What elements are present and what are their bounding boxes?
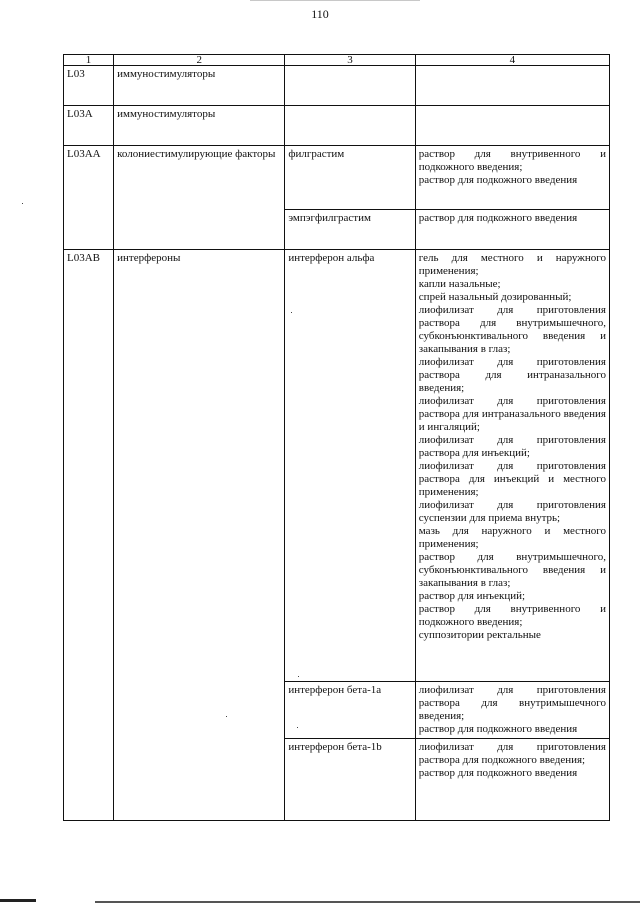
- scan-speck: [297, 727, 298, 728]
- substance-name: филграстим: [285, 146, 415, 210]
- dosage-forms: [415, 739, 609, 821]
- dosage-form: суппозитории ректальные: [418, 629, 541, 641]
- atc-code: L03AB: [64, 250, 114, 821]
- table-row: [64, 106, 610, 146]
- dosage-forms: [415, 682, 609, 739]
- group-name: иммуностимуляторы: [114, 106, 285, 146]
- scan-edge-mark: [95, 901, 640, 903]
- substance-name: [285, 66, 415, 106]
- dosage-form: мазь для наружного и местного применения;: [418, 525, 606, 550]
- substance-name: эмпэгфилграстим: [285, 210, 415, 250]
- dosage-form: лиофилизат для приготовления раствора для инъекций и местного применения;: [418, 460, 606, 498]
- drug-table: [63, 54, 610, 821]
- substance-name: интерферон бета-1b: [285, 739, 415, 821]
- dosage-form: спрей назальный дозированный;: [418, 291, 572, 303]
- scan-edge-mark: [0, 899, 36, 902]
- atc-code: L03A: [64, 106, 114, 146]
- dosage-form: раствор для инъекций;: [418, 590, 526, 602]
- group-name: иммуностимуляторы: [114, 66, 285, 106]
- dosage-form: лиофилизат для приготовления суспензии для приема внутрь;: [418, 499, 606, 524]
- atc-code: L03: [64, 66, 114, 106]
- dosage-form: капли назальные;: [418, 278, 501, 290]
- dosage-form: раствор для внутривенного и подкожного введения;: [418, 603, 606, 628]
- atc-code: L03AA: [64, 146, 114, 250]
- dosage-form: лиофилизат для приготовления раствора для интраназального введения и ингаляций;: [418, 395, 606, 433]
- header-row: [64, 55, 610, 66]
- group-name: колониестимулирующие факторы: [114, 146, 285, 250]
- scan-speck: [22, 203, 23, 204]
- dosage-forms: [415, 250, 609, 682]
- substance-name: интерферон альфа: [285, 250, 415, 682]
- table-row: [64, 250, 610, 682]
- dosage-form: раствор для внутримышечного, субконъюнктивального введения и закапывания в глаз;: [418, 551, 606, 589]
- page-number: 110: [311, 7, 329, 21]
- substance-name: [285, 106, 415, 146]
- dosage-forms: [415, 146, 609, 210]
- dosage-form: раствор для внутривенного и подкожного введения;: [418, 148, 606, 173]
- dosage-forms: [415, 210, 609, 250]
- dosage-form: лиофилизат для приготовления раствора для подкожного введения;: [418, 741, 606, 766]
- scan-speck: [226, 716, 227, 717]
- column-header: 4: [415, 55, 609, 66]
- dosage-form: гель для местного и наружного применения;: [418, 252, 606, 277]
- dosage-forms: [415, 106, 609, 146]
- substance-name: интерферон бета-1a: [285, 682, 415, 739]
- dosage-form: раствор для подкожного введения: [418, 723, 578, 735]
- table-row: [64, 146, 610, 210]
- table-row: [64, 66, 610, 106]
- dosage-form: лиофилизат для приготовления раствора для внутримышечного введения;: [418, 684, 606, 722]
- column-header: 2: [114, 55, 285, 66]
- top-rule: [250, 0, 420, 1]
- dosage-forms: [415, 66, 609, 106]
- group-name: интерфероны: [114, 250, 285, 821]
- dosage-form: раствор для подкожного введения: [418, 767, 578, 779]
- dosage-form: раствор для подкожного введения: [418, 174, 578, 186]
- column-header: 3: [285, 55, 415, 66]
- dosage-form: раствор для подкожного введения: [418, 212, 578, 224]
- scan-speck: [291, 312, 292, 313]
- dosage-form: лиофилизат для приготовления раствора для инъекций;: [418, 434, 606, 459]
- column-header: 1: [64, 55, 114, 66]
- dosage-form: лиофилизат для приготовления раствора для интраназального введения;: [418, 356, 606, 394]
- scan-speck: [298, 676, 299, 677]
- dosage-form: лиофилизат для приготовления раствора для внутримышечного, субконъюнктивального введения и закапывания в глаз;: [418, 304, 606, 355]
